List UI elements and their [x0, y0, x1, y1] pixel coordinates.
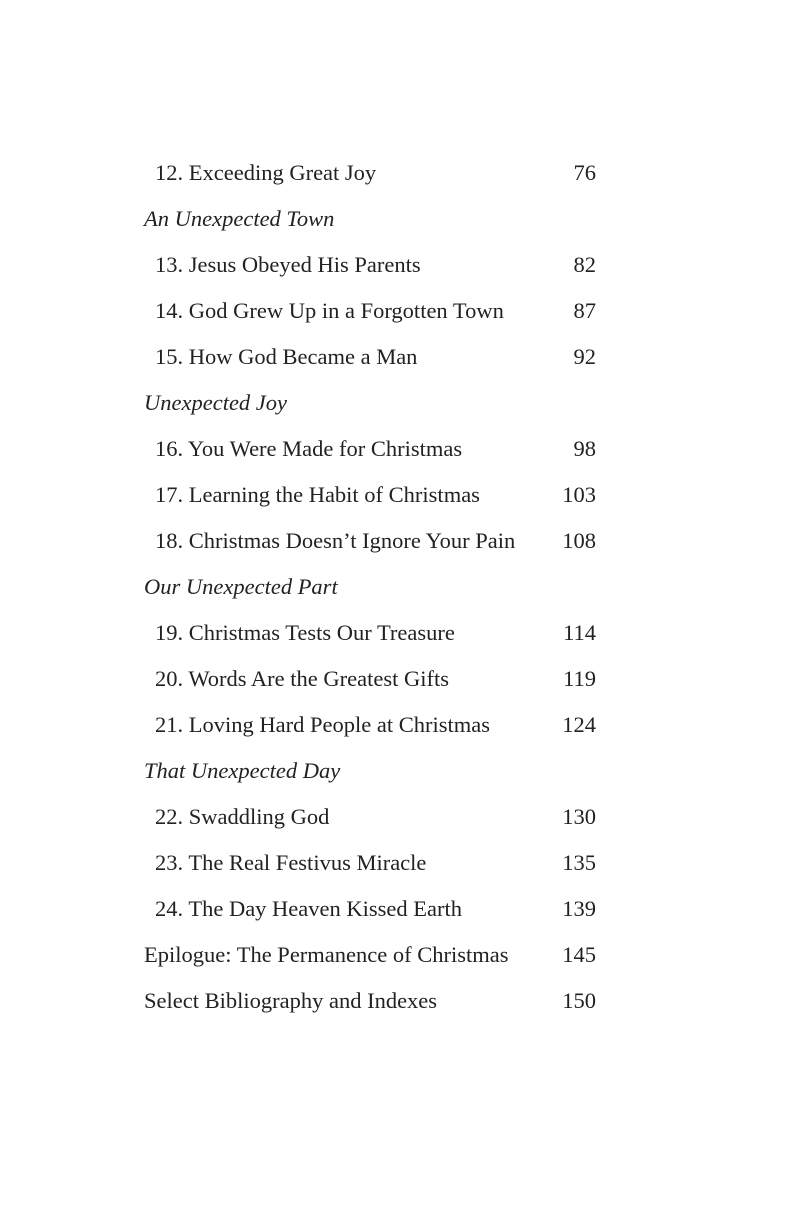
toc-section-title: Our Unexpected Part: [144, 574, 338, 599]
toc-entry-page: 130: [562, 804, 596, 829]
toc-entry: [144, 150, 596, 196]
toc-section-heading: [144, 748, 596, 794]
toc-entry-page: 92: [573, 344, 596, 369]
table-of-contents: [144, 150, 596, 1024]
toc-entry: [144, 794, 596, 840]
toc-entry: [144, 840, 596, 886]
toc-entry-title: 22. Swaddling God: [155, 804, 330, 829]
toc-entry: [144, 656, 596, 702]
toc-entry-title: 16. You Were Made for Christmas: [155, 436, 463, 461]
toc-section-heading: [144, 380, 596, 426]
toc-entry: [144, 426, 596, 472]
toc-section-heading: [144, 196, 596, 242]
toc-entry-title: Select Bibliography and Indexes: [144, 988, 438, 1013]
toc-entry-page: 76: [573, 160, 596, 185]
toc-entry-title: 12. Exceeding Great Joy: [155, 160, 377, 185]
toc-entry-page: 103: [562, 482, 596, 507]
toc-entry-page: 114: [563, 620, 596, 645]
toc-entry-bibliography: [144, 978, 596, 1024]
toc-entry: [144, 886, 596, 932]
toc-entry-title: 18. Christmas Doesn’t Ignore Your Pain: [155, 528, 516, 553]
toc-entry-page: 119: [563, 666, 596, 691]
toc-entry-page: 108: [562, 528, 596, 553]
toc-entry-page: 145: [562, 942, 596, 967]
toc-entry: [144, 702, 596, 748]
toc-entry-title: Epilogue: The Permanence of Christmas: [144, 942, 509, 967]
toc-entry-epilogue: [144, 932, 596, 978]
toc-entry-page: 98: [573, 436, 596, 461]
toc-entry: [144, 610, 596, 656]
toc-entry-page: 87: [573, 298, 596, 323]
toc-entry-page: 135: [562, 850, 596, 875]
toc-entry: [144, 518, 596, 564]
toc-entry-title: 14. God Grew Up in a Forgotten Town: [155, 298, 504, 323]
toc-entry-page: 82: [573, 252, 596, 277]
toc-entry-title: 15. How God Became a Man: [155, 344, 418, 369]
toc-entry-page: 124: [562, 712, 596, 737]
toc-entry-title: 19. Christmas Tests Our Treasure: [155, 620, 455, 645]
toc-entry: [144, 472, 596, 518]
toc-entry-page: 150: [562, 988, 596, 1013]
toc-entry: [144, 288, 596, 334]
toc-entry: [144, 334, 596, 380]
toc-entry-title: 13. Jesus Obeyed His Parents: [155, 252, 421, 277]
toc-section-title: That Unexpected Day: [144, 758, 341, 783]
toc-entry-title: 23. The Real Festivus Miracle: [155, 850, 427, 875]
toc-entry-title: 17. Learning the Habit of Christmas: [155, 482, 480, 507]
toc-section-heading: [144, 564, 596, 610]
toc-entry-title: 20. Words Are the Greatest Gifts: [155, 666, 449, 691]
toc-section-title: An Unexpected Town: [144, 206, 335, 231]
toc-entry-title: 24. The Day Heaven Kissed Earth: [155, 896, 462, 921]
toc-entry-page: 139: [562, 896, 596, 921]
toc-entry-title: 21. Loving Hard People at Christmas: [155, 712, 490, 737]
toc-section-title: Unexpected Joy: [144, 390, 288, 415]
toc-entry: [144, 242, 596, 288]
